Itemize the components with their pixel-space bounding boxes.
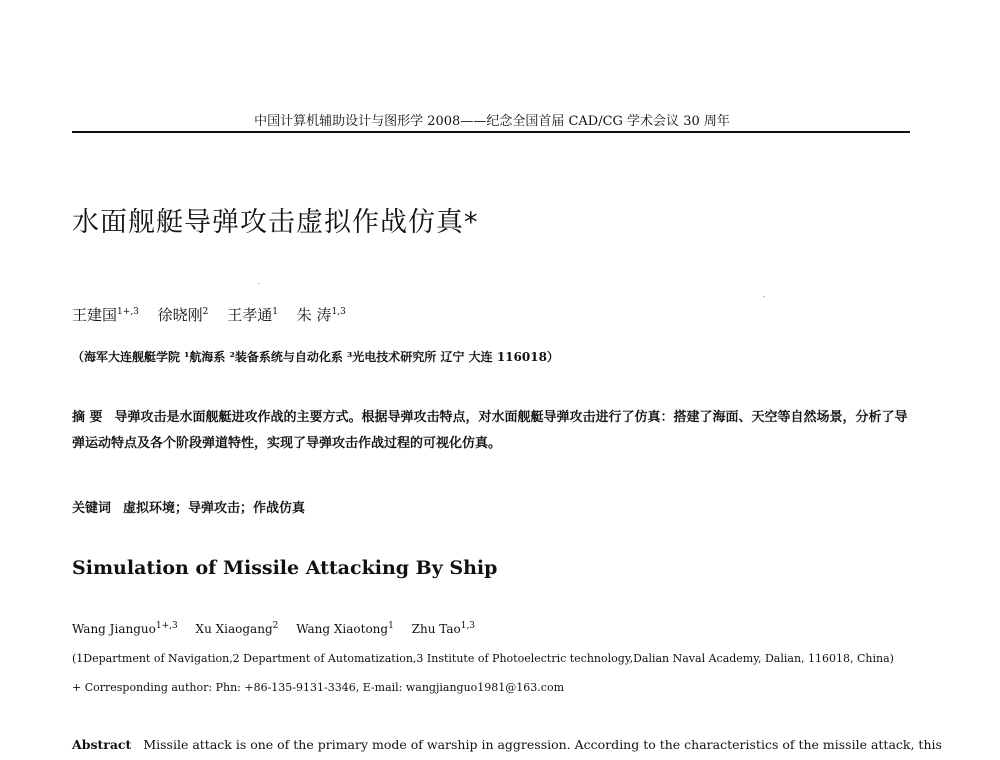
author-en-superscript: 1	[388, 621, 394, 631]
abstract-cn	[72, 405, 914, 457]
author-superscript: 1+,3	[117, 307, 139, 317]
abstract-cn-label: 摘 要	[72, 410, 103, 425]
abstract-en-text: Missile attack is one of the primary mode of warship in aggression. According to the characteristics of the missile attack, this	[143, 737, 942, 752]
paper-title: 水面舰艇导弹攻击虚拟作战仿真*	[72, 207, 479, 238]
author-en-superscript: 1+,3	[155, 621, 178, 631]
author-name: 王建国	[72, 306, 118, 324]
scan-speck	[258, 283, 260, 284]
author-list	[72, 304, 360, 325]
author-name: 徐晓刚	[157, 306, 203, 324]
author-superscript: 1	[272, 307, 278, 317]
author-en	[412, 622, 475, 636]
abstract-cn-text: 导弹攻击是水面舰艇进攻作战的主要方式。根据导弹攻击特点，对水面舰艇导弹攻击进行了仿真：搭建了海面、天空等自然场景，分析了导弹运动特点及各个阶段弹道特性，实现了导弹攻击作战过程的可视化仿真。	[72, 410, 908, 451]
author-en-name: Xu Xiaogang	[195, 622, 273, 636]
corresponding-author: + Corresponding author: Phn: +86-135-9131-3346, E-mail: wangjianguo1981@163.com	[72, 681, 564, 694]
keywords-cn	[72, 497, 305, 516]
author-name: 王孝通	[227, 306, 273, 324]
author	[227, 306, 278, 324]
author-en-superscript: 2	[272, 621, 279, 631]
scan-speck	[763, 296, 765, 297]
paper-title-en: Simulation of Missile Attacking By Ship	[72, 557, 498, 579]
author-en	[196, 622, 279, 636]
affiliation: （海军大连舰艇学院 ¹航海系 ²装备系统与自动化系 ³光电技术研究所 辽宁 大连 116018）	[72, 350, 559, 364]
author-en-name: Zhu Tao	[411, 622, 461, 636]
keywords-cn-text: 虚拟环境；导弹攻击；作战仿真	[123, 501, 306, 516]
author-en-name: Wang Jianguo	[72, 622, 156, 636]
abstract-en-label: Abstract	[72, 737, 132, 752]
author-list-en	[72, 621, 489, 636]
author-superscript: 2	[202, 307, 209, 317]
running-header: 中国计算机辅助设计与图形学 2008——纪念全国首届 CAD/CG 学术会议 30 周年	[254, 114, 730, 129]
author-en	[296, 622, 394, 636]
keywords-cn-label: 关键词	[72, 501, 112, 516]
author-name: 朱 涛	[296, 306, 332, 324]
affiliation-en: (1Department of Navigation,2 Department of Automatization,3 Institute of Photoelectric technology,Dalian Naval Academy, Dalian, 116018, China)	[72, 652, 894, 665]
abstract-en	[72, 737, 942, 752]
header-rule	[72, 131, 910, 133]
author	[158, 306, 209, 324]
author-en	[72, 622, 178, 636]
author	[297, 306, 346, 324]
author-en-name: Wang Xiaotong	[296, 622, 389, 636]
author-en-superscript: 1,3	[460, 621, 476, 631]
author	[72, 306, 139, 324]
author-superscript: 1,3	[331, 307, 346, 317]
